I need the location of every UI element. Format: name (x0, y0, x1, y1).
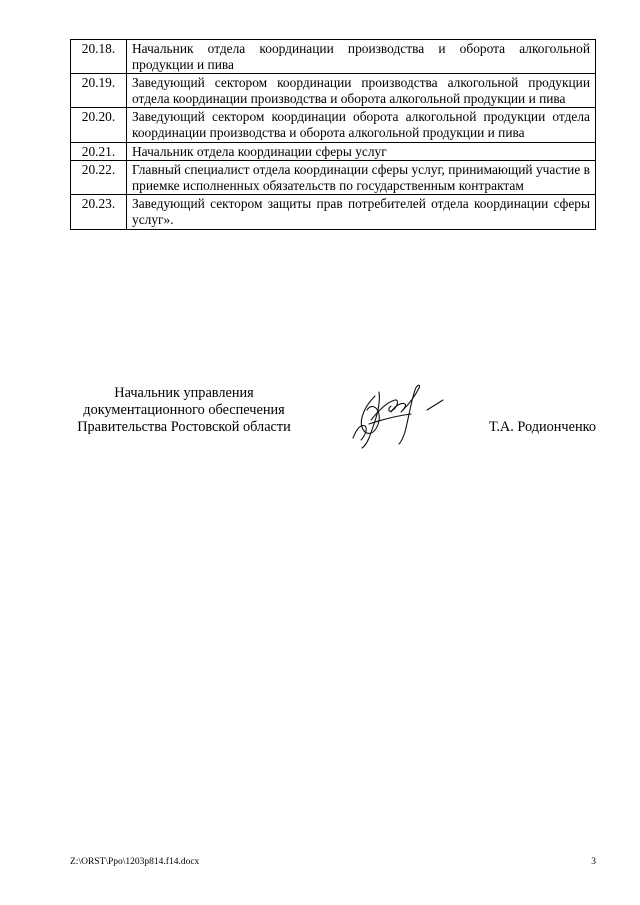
row-number: 20.18. (71, 40, 127, 74)
positions-table (70, 39, 596, 230)
table-row (71, 40, 596, 74)
handwritten-signature (335, 380, 455, 450)
position-title: Заведующий сектором координации производства алкогольной продукции отдела координации производства и оборота алкогольной продукции и пива (127, 74, 596, 108)
position-title: Заведующий сектором защиты прав потребителей отдела координации сферы услуг». (127, 195, 596, 229)
position-title: Начальник отдела координации производства и оборота алкогольной продукции и пива (127, 40, 596, 74)
table-row (71, 195, 596, 229)
page-number: 3 (591, 857, 596, 867)
signer-name: Т.А. Родионченко (489, 419, 596, 435)
row-number: 20.23. (71, 195, 127, 229)
table-row (71, 161, 596, 195)
table-row (71, 74, 596, 108)
signer-position-line: Правительства Ростовской области (77, 419, 291, 435)
signer-position-line: документационного обеспечения (83, 402, 285, 418)
table-row (71, 142, 596, 161)
row-number: 20.19. (71, 74, 127, 108)
signer-position-line: Начальник управления (114, 385, 254, 401)
table-row (71, 108, 596, 142)
row-number: 20.22. (71, 161, 127, 195)
signer-position (66, 385, 302, 436)
position-title: Главный специалист отдела координации сферы услуг, принимающий участие в приемке исполненных обязательств по государственным контрактам (127, 161, 596, 195)
footer-file-path: Z:\ORST\Ppo\1203p814.f14.docx (70, 857, 200, 867)
row-number: 20.21. (71, 142, 127, 161)
position-title: Заведующий сектором координации оборота алкогольной продукции отдела координации производства и оборота алкогольной продукции и пива (127, 108, 596, 142)
position-title: Начальник отдела координации сферы услуг (127, 142, 596, 161)
row-number: 20.20. (71, 108, 127, 142)
